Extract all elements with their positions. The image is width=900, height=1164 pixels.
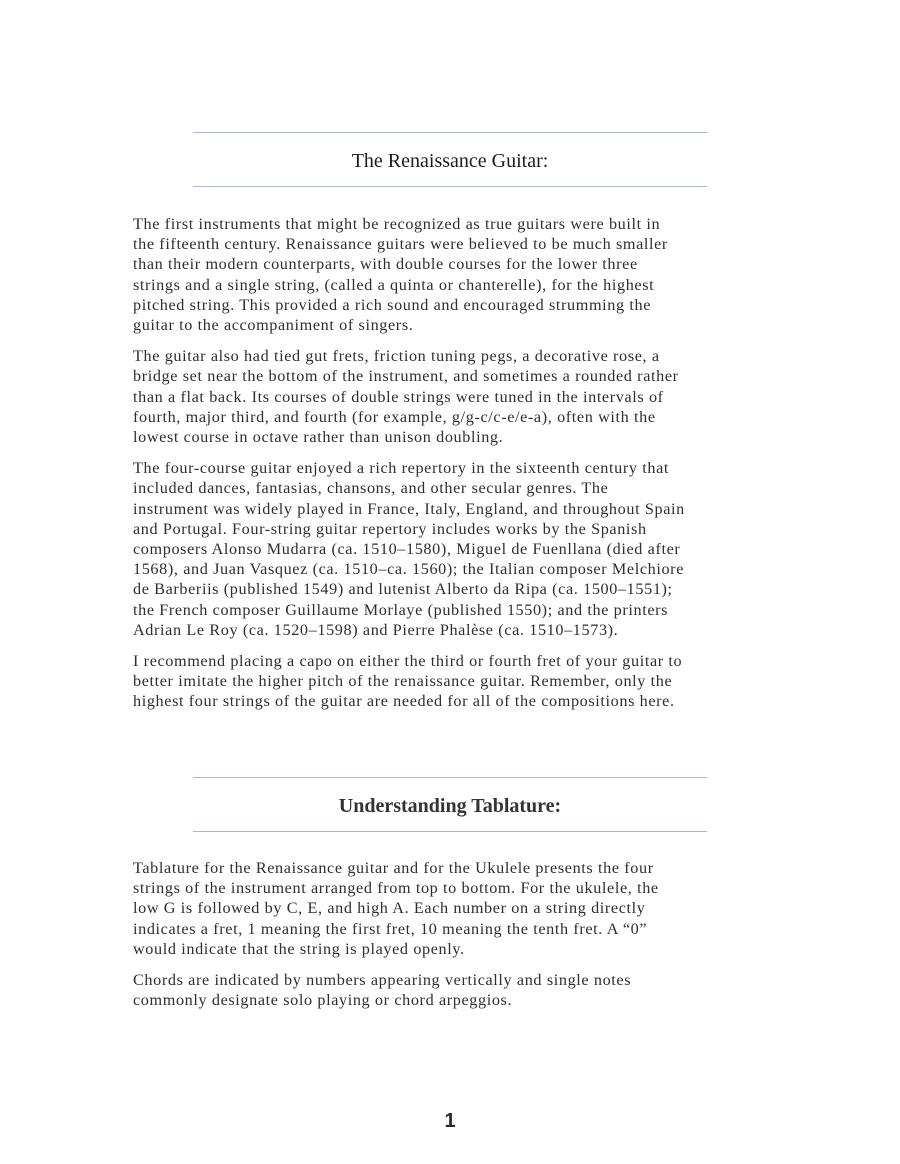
- section-1-bottom-rule: [193, 186, 707, 187]
- text-line: indicates a fret, 1 meaning the first fret, 10 meaning the tenth fret. A “0”: [133, 919, 648, 938]
- text-line: and Portugal. Four-string guitar repertory includes works by the Spanish: [133, 519, 647, 538]
- text-line: composers Alonso Mudarra (ca. 1510–1580), Miguel de Fuenllana (died after: [133, 540, 681, 559]
- text-line: Chords are indicated by numbers appearing vertically and single notes: [133, 971, 632, 990]
- text-line: strings and a single string, (called a quinta or chanterelle), for the highest: [133, 275, 655, 294]
- text-line: Adrian Le Roy (ca. 1520–1598) and Pierre Phalèse (ca. 1510–1573).: [133, 620, 619, 639]
- section-2-bottom-rule: [193, 831, 707, 832]
- text-line: included dances, fantasias, chansons, and other secular genres. The: [133, 479, 609, 498]
- paragraph: [133, 346, 783, 447]
- text-line: the French composer Guillaume Morlaye (published 1550); and the printers: [133, 600, 669, 619]
- paragraph: [133, 458, 783, 640]
- text-line: 1568), and Juan Vasquez (ca. 1510–ca. 1560); the Italian composer Melchiore: [133, 560, 684, 579]
- text-line: guitar to the accompaniment of singers.: [133, 316, 414, 335]
- section-1-body: [133, 214, 783, 723]
- section-1-title: The Renaissance Guitar:: [351, 150, 549, 172]
- text-line: highest four strings of the guitar are needed for all of the compositions here.: [133, 692, 675, 711]
- text-line: strings of the instrument arranged from top to bottom. For the ukulele, the: [133, 879, 659, 898]
- section-2-title: Understanding Tablature:: [338, 795, 562, 817]
- section-2-body: [133, 858, 783, 1021]
- text-line: would indicate that the string is played openly.: [133, 939, 465, 958]
- paragraph: [133, 970, 783, 1010]
- text-line: fourth, major third, and fourth (for example, g/g-c/c-e/e-a), often with the: [133, 407, 656, 426]
- text-line: low G is followed by C, E, and high A. Each number on a string directly: [133, 899, 646, 918]
- text-line: The four-course guitar enjoyed a rich repertory in the sixteenth century that: [133, 459, 669, 478]
- section-2-top-rule: [193, 777, 707, 778]
- text-line: The guitar also had tied gut frets, friction tuning pegs, a decorative rose, a: [133, 347, 660, 366]
- text-line: bridge set near the bottom of the instrument, and sometimes a rounded rather: [133, 367, 679, 386]
- paragraph: [133, 651, 783, 712]
- page-number: 1: [444, 1110, 456, 1132]
- text-line: I recommend placing a capo on either the third or fourth fret of your guitar to: [133, 652, 683, 671]
- text-line: lowest course in octave rather than unison doubling.: [133, 428, 504, 447]
- paragraph: [133, 858, 783, 959]
- text-line: Tablature for the Renaissance guitar and for the Ukulele presents the four: [133, 859, 654, 877]
- paragraph: [133, 214, 783, 335]
- text-line: than a flat back. Its courses of double strings were tuned in the intervals of: [133, 387, 664, 406]
- text-line: than their modern counterparts, with double courses for the lower three: [133, 255, 638, 274]
- text-line: pitched string. This provided a rich sound and encouraged strumming the: [133, 295, 652, 314]
- text-line: de Barberiis (published 1549) and lutenist Alberto da Ripa (ca. 1500–1551);: [133, 580, 673, 599]
- text-line: instrument was widely played in France, Italy, England, and throughout Spain: [133, 499, 685, 518]
- section-1-top-rule: [193, 132, 707, 133]
- text-line: The first instruments that might be recognized as true guitars were built in: [133, 215, 661, 233]
- text-line: better imitate the higher pitch of the renaissance guitar. Remember, only the: [133, 672, 673, 691]
- text-line: commonly designate solo playing or chord arpeggios.: [133, 991, 513, 1010]
- text-line: the fifteenth century. Renaissance guitars were believed to be much smaller: [133, 235, 668, 254]
